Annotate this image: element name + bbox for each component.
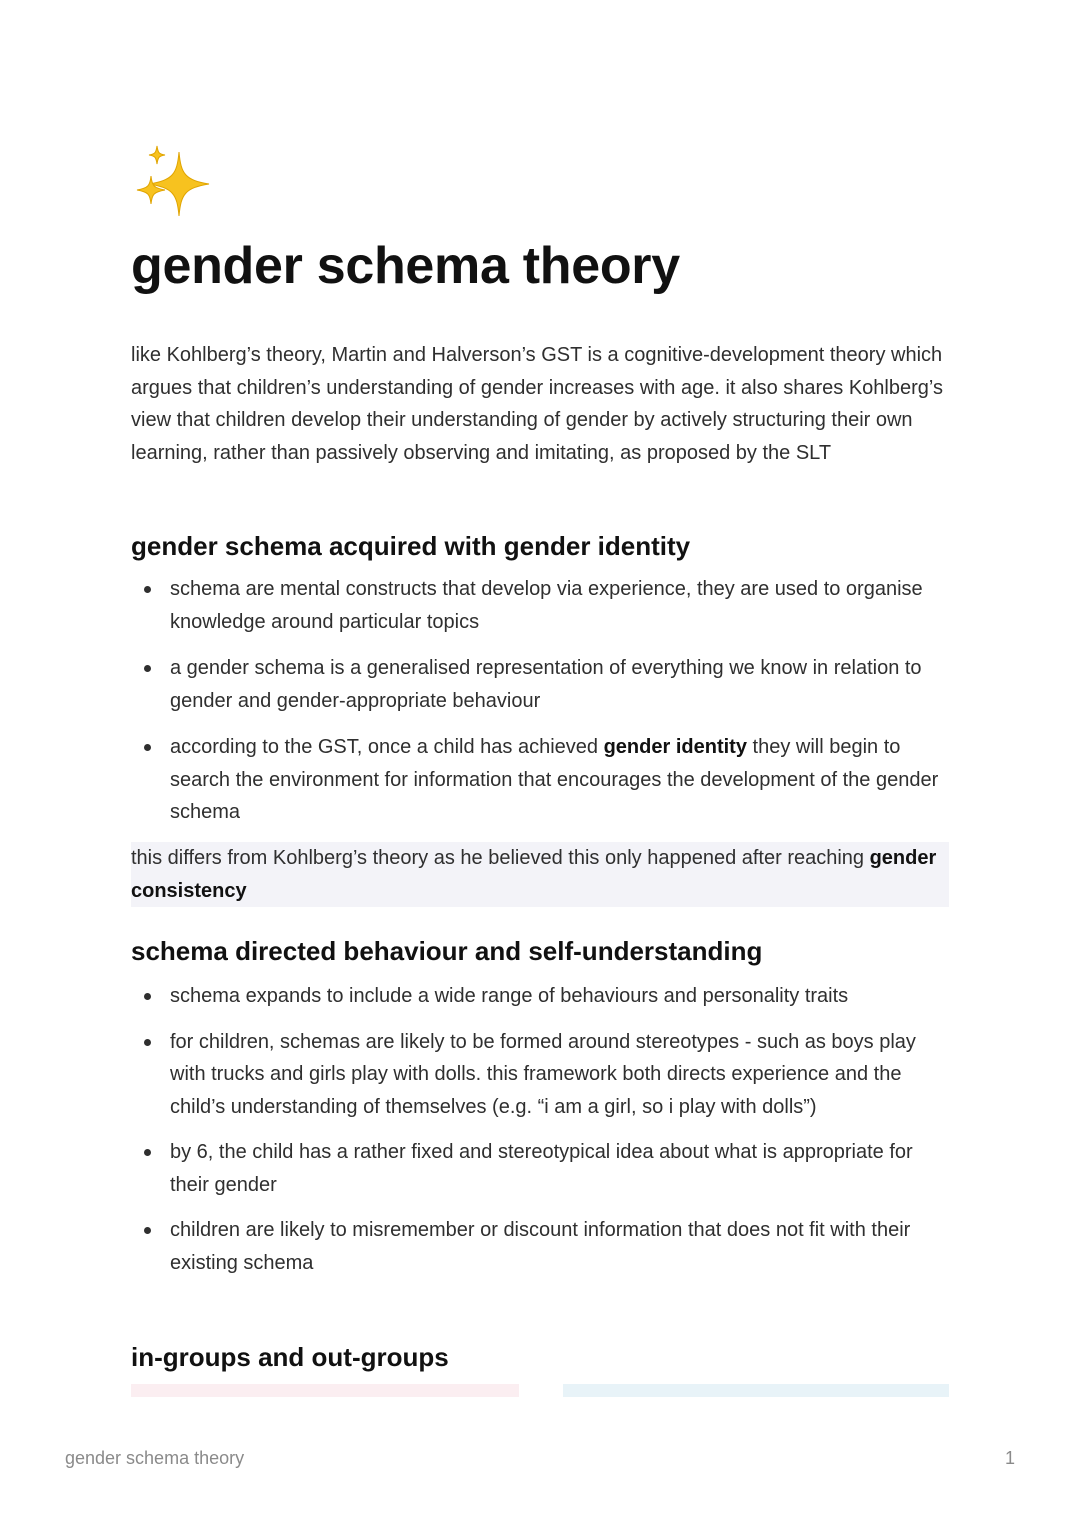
bullet-icon bbox=[144, 744, 151, 751]
footer-document-title: gender schema theory bbox=[65, 1448, 245, 1468]
sparkles-icon bbox=[131, 140, 211, 220]
section-heading-in-groups: in-groups and out-groups bbox=[131, 1342, 449, 1372]
bullet-list bbox=[131, 980, 949, 1292]
section-heading-schema-directed: schema directed behaviour and self-understanding bbox=[131, 936, 763, 966]
bold-term: gender identity bbox=[603, 736, 747, 758]
bullet-icon bbox=[144, 665, 151, 672]
list-item: according to the GST, once a child has achieved gender identity they will begin to search the environment for information that encourages the development of the gender schema bbox=[131, 731, 949, 829]
bullet-icon bbox=[144, 1227, 151, 1234]
page-title: gender schema theory bbox=[131, 237, 680, 295]
list-item: schema expands to include a wide range of behaviours and personality traits bbox=[131, 980, 949, 1013]
column-block-left bbox=[131, 1384, 519, 1397]
list-item: by 6, the child has a rather fixed and stereotypical idea about what is appropriate for their gender bbox=[131, 1136, 949, 1201]
bold-term: gender consistency bbox=[131, 847, 937, 902]
list-item: for children, schemas are likely to be formed around stereotypes - such as boys play with trucks and girls play with dolls. this framework both directs experience and the child’s understanding of themselves (e.g. “i am a girl, so i play with dolls”) bbox=[131, 1026, 949, 1124]
bullet-icon bbox=[144, 586, 151, 593]
bullet-icon bbox=[144, 993, 151, 1000]
footer-page-number: 1 bbox=[1004, 1448, 1015, 1468]
bullet-icon bbox=[144, 1149, 151, 1156]
callout-block: this differs from Kohlberg’s theory as he believed this only happened after reaching gender consistency bbox=[131, 842, 949, 907]
section-heading-gender-schema: gender schema acquired with gender identity bbox=[131, 531, 691, 561]
intro-paragraph: like Kohlberg’s theory, Martin and Halverson’s GST is a cognitive-development theory which argues that children’s understanding of gender increases with age. it also shares Kohlberg’s view that children develop their understanding of gender by actively structuring their own learning, rather than passively observing and imitating, as proposed by the SLT bbox=[131, 344, 943, 464]
list-item: children are likely to misremember or discount information that does not fit with their existing schema bbox=[131, 1214, 949, 1279]
bullet-list bbox=[131, 573, 949, 829]
list-item: schema are mental constructs that develop via experience, they are used to organise knowledge around particular topics bbox=[131, 573, 949, 638]
list-item: a gender schema is a generalised representation of everything we know in relation to gender and gender-appropriate behaviour bbox=[131, 652, 949, 717]
bullet-icon bbox=[144, 1039, 151, 1046]
column-block-right bbox=[563, 1384, 949, 1397]
